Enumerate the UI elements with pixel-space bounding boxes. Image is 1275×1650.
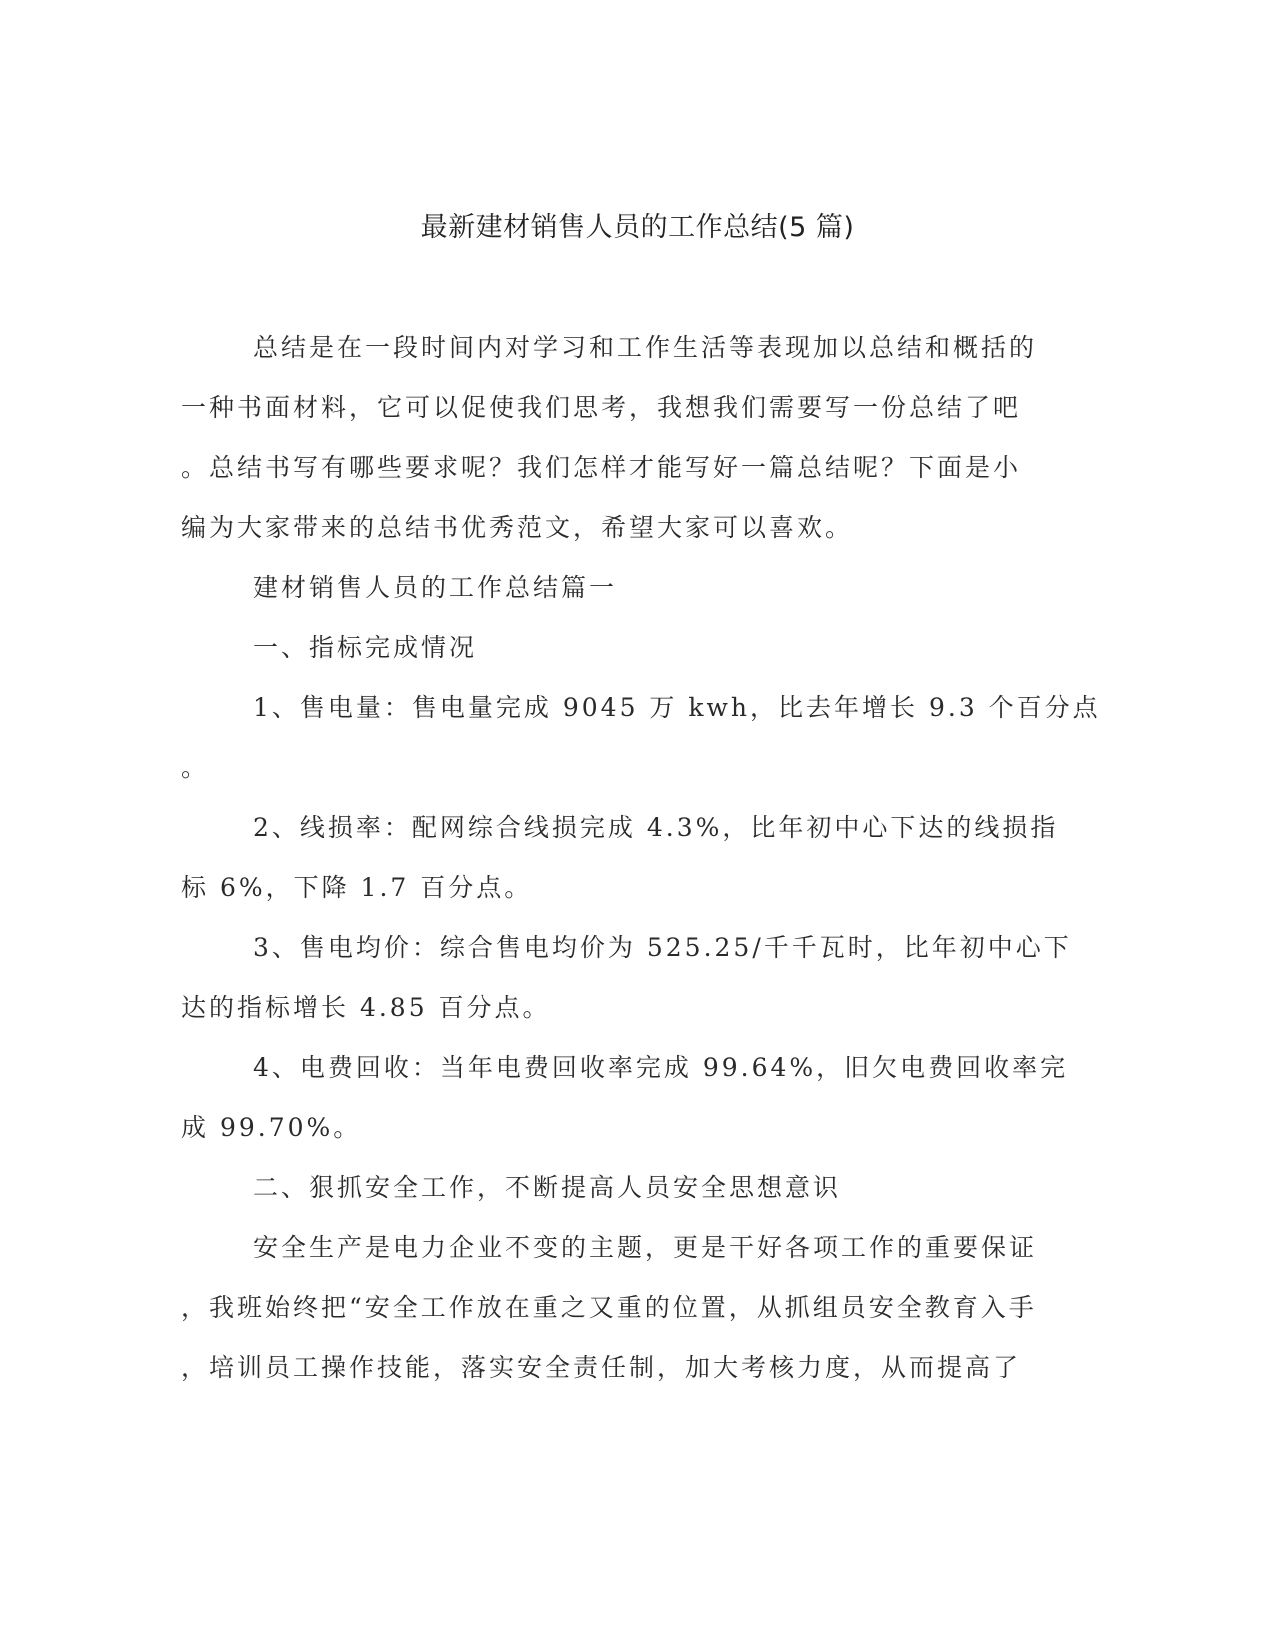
- text-line: 一种书面材料，它可以促使我们思考，我想我们需要写一份总结了吧: [181, 393, 1022, 422]
- document-body: [181, 318, 1101, 1398]
- text-line: ，我班始终把“安全工作放在重之又重的位置，从抓组员安全教育入手: [181, 1293, 1037, 1322]
- text-line: 达的指标增长 4.85 百分点。: [181, 993, 551, 1022]
- text-line: 1、售电量：售电量完成 9045 万 kwh，比去年增长 9.3 个百分点: [253, 693, 1101, 722]
- text-line: 总结是在一段时间内对学习和工作生活等表现加以总结和概括的: [253, 333, 1038, 362]
- text-line: 4、电费回收：当年电费回收率完成 99.64%，旧欠电费回收率完: [253, 1053, 1069, 1082]
- text-line: 。总结书写有哪些要求呢？我们怎样才能写好一篇总结呢？下面是小: [181, 453, 1022, 482]
- text-line: ，培训员工操作技能，落实安全责任制，加大考核力度，从而提高了: [181, 1353, 1022, 1382]
- subsection-heading: 一、指标完成情况: [253, 633, 478, 662]
- section-heading: 建材销售人员的工作总结篇一: [253, 573, 618, 602]
- text-line: 2、线损率：配网综合线损完成 4.3%，比年初中心下达的线损指: [253, 813, 1059, 842]
- text-line: 编为大家带来的总结书优秀范文，希望大家可以喜欢。: [181, 513, 854, 542]
- text-line: 成 99.70%。: [181, 1113, 362, 1142]
- text-line: 3、售电均价：综合售电均价为 525.25/千千瓦时，比年初中心下: [253, 933, 1072, 962]
- text-line: 安全生产是电力企业不变的主题，更是干好各项工作的重要保证: [253, 1233, 1038, 1262]
- text-line: 标 6%，下降 1.7 百分点。: [181, 873, 533, 902]
- text-line: 。: [181, 753, 210, 782]
- subsection-heading: 二、狠抓安全工作，不断提高人员安全思想意识: [253, 1173, 842, 1202]
- document-title: 最新建材销售人员的工作总结(5 篇): [420, 212, 855, 243]
